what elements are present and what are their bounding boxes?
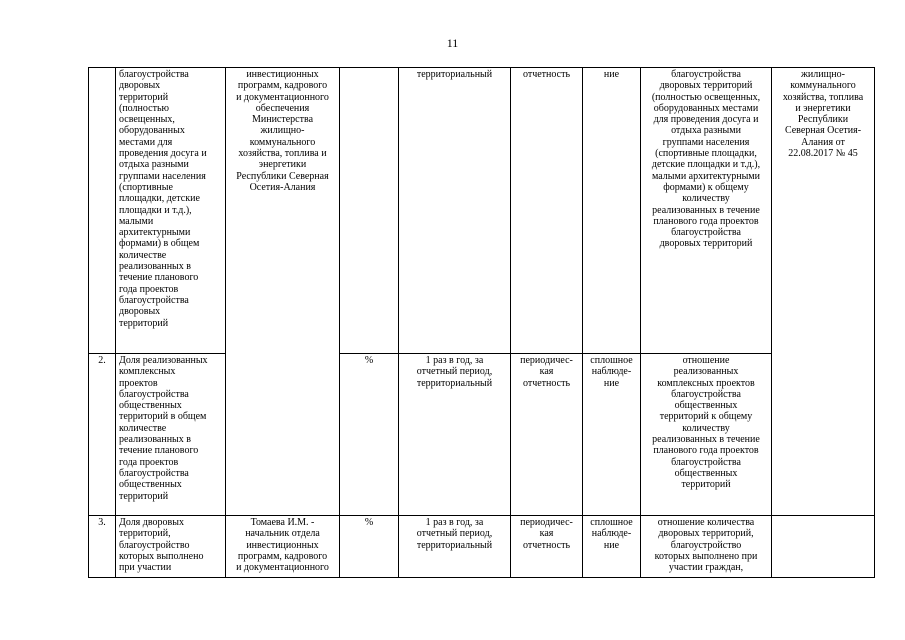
- row-number: [89, 68, 116, 354]
- table-row: [89, 68, 875, 354]
- basis-document: [772, 354, 875, 516]
- basis-document: жилищно- коммунального хозяйства, топлива и энергетики Республики Северная Осетия- Алания от 22.08.2017 № 45: [772, 68, 875, 354]
- indicators-table: [88, 67, 875, 578]
- unit: [340, 68, 399, 354]
- frequency: 1 раз в год, за отчетный период, территориальный: [399, 516, 511, 578]
- responsible-person: инвестиционных программ, кадрового и документационного обеспечения Министерства жилищно- коммунального хозяйства, топлива и энергетики Республики Северная Осетия-Алания: [226, 68, 340, 354]
- calculation-formula: отношение количества дворовых территорий, благоустройство которых выполнено при участии граждан,: [641, 516, 772, 578]
- basis-document: [772, 516, 875, 578]
- indicator-name: благоустройства дворовых территорий (полностью освещенных, оборудованных местами для проведения досуга и отдыха разными группами населения (спортивные площадки, детские площадки и т.д.), малыми архитектурными формами) в общем количестве реализованных в течение планового года проектов благоустройства дворовых территорий: [116, 68, 226, 354]
- page-number: 11: [446, 36, 459, 50]
- indicator-name: Доля реализованных комплексных проектов благоустройства общественных территорий в общем количестве реализованных в течение планового года проектов благоустройства общественных территорий: [116, 354, 226, 516]
- responsible-person: [226, 354, 340, 516]
- collection-method: сплошное наблюде- ние: [583, 516, 641, 578]
- row-number: 2.: [89, 354, 116, 516]
- calculation-formula: благоустройства дворовых территорий (полностью освещенных, оборудованных местами для проведения досуга и отдыха разными группами населения (спортивные площадки, детские площадки и т.д.), малыми архитектурными формами) к общему количеству реализованных в течение планового года проектов благоустройства дворовых территорий: [641, 68, 772, 354]
- unit: %: [340, 354, 399, 516]
- calculation-formula: отношение реализованных комплексных проектов благоустройства общественных территорий к общему количеству реализованных в течение планового года проектов благоустройства общественных территорий: [641, 354, 772, 516]
- collection-method: сплошное наблюде- ние: [583, 354, 641, 516]
- frequency: 1 раз в год, за отчетный период, территориальный: [399, 354, 511, 516]
- unit: %: [340, 516, 399, 578]
- indicator-type: периодичес- кая отчетность: [511, 354, 583, 516]
- indicator-name: Доля дворовых территорий, благоустройство которых выполнено при участии: [116, 516, 226, 578]
- frequency: территориальный: [399, 68, 511, 354]
- table-row: [89, 516, 875, 578]
- indicator-type: периодичес- кая отчетность: [511, 516, 583, 578]
- indicator-type: отчетность: [511, 68, 583, 354]
- row-number: 3.: [89, 516, 116, 578]
- table-row: [89, 354, 875, 516]
- responsible-person: Томаева И.М. - начальник отдела инвестиционных программ, кадрового и документационного: [226, 516, 340, 578]
- collection-method: ние: [583, 68, 641, 354]
